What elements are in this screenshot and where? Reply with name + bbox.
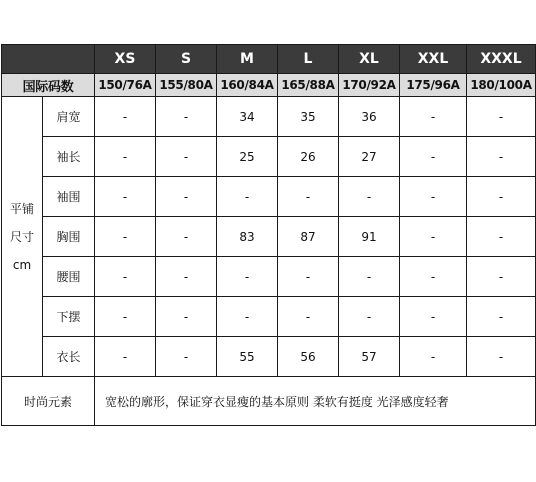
measurement-value: - bbox=[400, 177, 467, 217]
measurement-value: - bbox=[467, 297, 536, 337]
measurement-value: - bbox=[278, 177, 339, 217]
intl-size-label: 国际码数 bbox=[2, 74, 95, 97]
measurement-value: - bbox=[217, 257, 278, 297]
measurement-value: 25 bbox=[217, 137, 278, 177]
measurement-row bbox=[2, 177, 536, 217]
size-header-xl: XL bbox=[339, 45, 400, 74]
measurement-value: - bbox=[400, 137, 467, 177]
measurement-value: 57 bbox=[339, 337, 400, 377]
measurement-value: - bbox=[339, 177, 400, 217]
measurement-row bbox=[2, 297, 536, 337]
measurement-row bbox=[2, 337, 536, 377]
measurement-value: - bbox=[467, 337, 536, 377]
measurement-value: - bbox=[467, 257, 536, 297]
style-elements-text: 宽松的廓形，保证穿衣显瘦的基本原则 柔软有挺度 光泽感度轻奢 bbox=[95, 377, 536, 426]
measurement-part-label: 袖围 bbox=[43, 177, 95, 217]
measurement-value: - bbox=[156, 337, 217, 377]
measurement-value: 35 bbox=[278, 97, 339, 137]
measurement-row bbox=[2, 97, 536, 137]
measurement-part-label: 肩宽 bbox=[43, 97, 95, 137]
intl-size-value: 160/84A bbox=[217, 74, 278, 97]
measurement-value: 55 bbox=[217, 337, 278, 377]
measurement-value: - bbox=[95, 217, 156, 257]
intl-size-value: 150/76A bbox=[95, 74, 156, 97]
measurement-part-label: 腰围 bbox=[43, 257, 95, 297]
category-unit: cm bbox=[12, 257, 32, 272]
measurement-value: - bbox=[400, 337, 467, 377]
measurement-value: - bbox=[339, 297, 400, 337]
measurement-value: - bbox=[95, 257, 156, 297]
size-header-s: S bbox=[156, 45, 217, 74]
measurement-value: - bbox=[156, 297, 217, 337]
measurement-row bbox=[2, 217, 536, 257]
measurement-value: - bbox=[278, 257, 339, 297]
category-line: 平铺 bbox=[9, 201, 34, 216]
measurement-row bbox=[2, 137, 536, 177]
style-elements-row bbox=[2, 377, 536, 426]
category-line: 尺寸 bbox=[9, 229, 34, 244]
measurement-value: - bbox=[95, 297, 156, 337]
measurement-value: 27 bbox=[339, 137, 400, 177]
measurement-part-label: 下摆 bbox=[43, 297, 95, 337]
measurement-part-label: 衣长 bbox=[43, 337, 95, 377]
measurement-value: 36 bbox=[339, 97, 400, 137]
header-corner-cell bbox=[2, 45, 95, 74]
size-header-xs: XS bbox=[95, 45, 156, 74]
measurement-value: - bbox=[400, 257, 467, 297]
measurement-part-label: 胸围 bbox=[43, 217, 95, 257]
measurement-value: - bbox=[467, 137, 536, 177]
measurement-value: - bbox=[217, 177, 278, 217]
measurement-value: - bbox=[400, 297, 467, 337]
measurement-value: 87 bbox=[278, 217, 339, 257]
size-header-m: M bbox=[217, 45, 278, 74]
measurement-value: - bbox=[95, 97, 156, 137]
measurement-value: - bbox=[467, 217, 536, 257]
intl-size-row bbox=[2, 74, 536, 97]
size-header-xxl: XXL bbox=[400, 45, 467, 74]
measurement-value: - bbox=[95, 137, 156, 177]
measurement-value: 56 bbox=[278, 337, 339, 377]
size-header-l: L bbox=[278, 45, 339, 74]
size-header-xxxl: XXXL bbox=[467, 45, 536, 74]
measurement-value: 83 bbox=[217, 217, 278, 257]
size-chart-table bbox=[1, 44, 536, 426]
measurement-value: - bbox=[467, 177, 536, 217]
measurement-value: 34 bbox=[217, 97, 278, 137]
measurement-value: - bbox=[95, 337, 156, 377]
measurement-value: - bbox=[95, 177, 156, 217]
measurement-category-cell bbox=[2, 97, 43, 377]
measurement-value: - bbox=[156, 217, 217, 257]
size-header-row bbox=[2, 45, 536, 74]
measurement-part-label: 袖长 bbox=[43, 137, 95, 177]
intl-size-value: 170/92A bbox=[339, 74, 400, 97]
measurement-value: 26 bbox=[278, 137, 339, 177]
intl-size-value: 165/88A bbox=[278, 74, 339, 97]
measurement-value: - bbox=[156, 257, 217, 297]
style-elements-label: 时尚元素 bbox=[2, 377, 95, 426]
measurement-value: - bbox=[339, 257, 400, 297]
intl-size-value: 180/100A bbox=[467, 74, 536, 97]
intl-size-value: 155/80A bbox=[156, 74, 217, 97]
measurement-value: - bbox=[400, 97, 467, 137]
measurement-value: - bbox=[278, 297, 339, 337]
measurement-row bbox=[2, 257, 536, 297]
measurement-value: - bbox=[156, 97, 217, 137]
intl-size-value: 175/96A bbox=[400, 74, 467, 97]
measurement-value: 91 bbox=[339, 217, 400, 257]
measurement-value: - bbox=[467, 97, 536, 137]
measurement-value: - bbox=[400, 217, 467, 257]
measurement-value: - bbox=[217, 297, 278, 337]
measurement-value: - bbox=[156, 177, 217, 217]
measurement-value: - bbox=[156, 137, 217, 177]
